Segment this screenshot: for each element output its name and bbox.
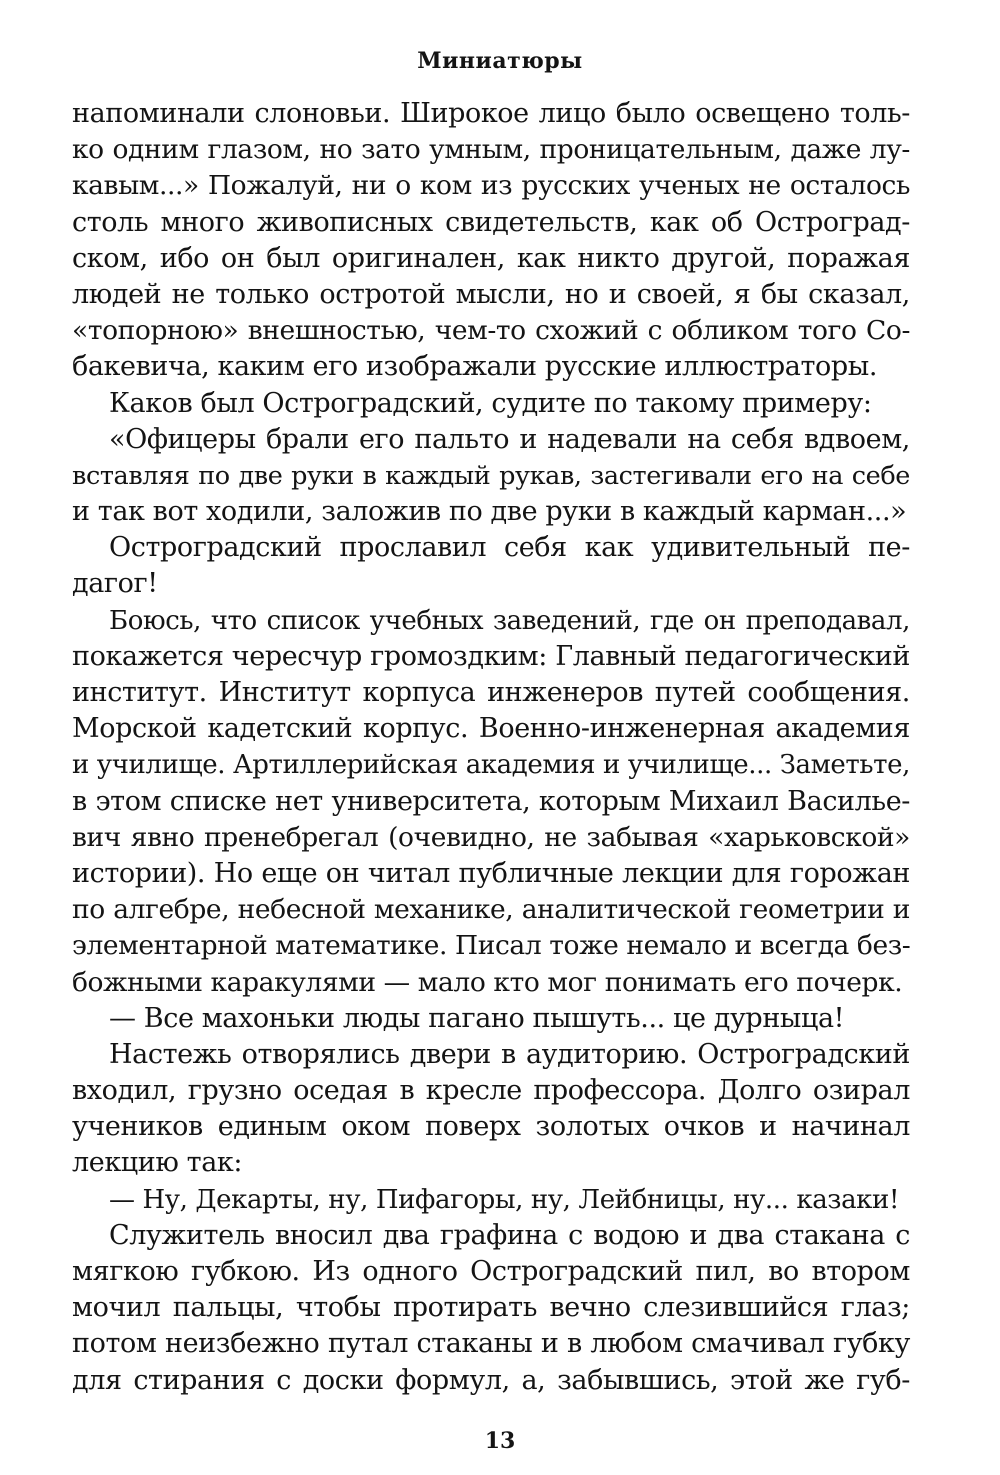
text-line: и училище. Артиллерийская академия и училище... Заметьте, (72, 750, 910, 781)
page-number: 13 (484, 1428, 516, 1454)
text-line: Служитель вносил два графина с водою и два стакана с (109, 1219, 910, 1251)
text-line: покажется чересчур громоздким: Главный педагогический (72, 640, 910, 672)
text-line: вич явно пренебрегал (очевидно, не забывая «харьковской» (72, 821, 910, 853)
text-line: напоминали слоновьи. Широкое лицо было освещено толь- (72, 98, 910, 129)
running-header: Миниатюры (417, 48, 583, 74)
text-line: мягкою губкою. Из одного Остроградский пил, во втором (72, 1256, 910, 1287)
text-line: для стирания с доски формул, а, забывшись, этой же губ- (72, 1364, 910, 1396)
text-line: — Ну, Декарты, ну, Пифагоры, ну, Лейбницы, ну... казаки! (109, 1184, 900, 1215)
text-line: учеников единым оком поверх золотых очков и начинал (72, 1111, 910, 1143)
text-line: лекцию так: (72, 1147, 243, 1179)
body-text (72, 96, 910, 1399)
text-line: людей не только остротой мысли, но и своей, я бы сказал, (72, 278, 910, 310)
text-line: ском, ибо он был оригинален, как никто другой, поражая (72, 242, 910, 274)
text-line: вставляя по две руки в каждый рукав, застегивали его на себе (72, 460, 910, 491)
text-line: «топорною» внешностью, чем-то схожий с обликом того Со- (72, 315, 910, 347)
text-line: Морской кадетский корпус. Военно-инженерная академия (72, 713, 910, 745)
text-line: — Все махоньки люды пагано пышуть... це дурныца! (109, 1002, 845, 1034)
text-line: Остроградский прославил себя как удивительный пе- (109, 532, 910, 564)
text-line: по алгебре, небесной механике, аналитической геометрии и (72, 894, 910, 926)
text-line: мочил пальцы, чтобы протирать вечно слезившийся глаз; (72, 1292, 910, 1324)
text-line: истории). Но еще он читал публичные лекции для горожан (72, 857, 910, 889)
text-line: ко одним глазом, но зато умным, проницательным, даже лу- (72, 134, 910, 166)
text-line: институт. Институт корпуса инженеров путей сообщения. (72, 677, 910, 708)
text-line: потом неизбежно путал стаканы и в любом смачивал губку (72, 1328, 910, 1360)
text-line: Боюсь, что список учебных заведений, где он преподавал, (109, 605, 910, 636)
text-line: элементарной математике. Писал тоже немало и всегда без- (72, 930, 911, 962)
text-line: бакевича, каким его изображали русские иллюстраторы. (72, 351, 878, 383)
text-line: божными каракулями — мало кто мог понимать его почерк. (72, 966, 903, 998)
text-line: «Офицеры брали его пальто и надевали на себя вдвоем, (109, 423, 910, 455)
text-line: в этом списке нет университета, которым Михаил Василье- (72, 785, 910, 817)
text-line: столь много живописных свидетельств, как об Остроград- (72, 206, 910, 238)
text-line: и так вот ходили, заложив по две руки в каждый карман...» (72, 496, 907, 528)
text-line: кавым...» Пожалуй, ни о ком из русских ученых не осталось (72, 170, 910, 202)
text-line: входил, грузно оседая в кресле профессора. Долго озирал (72, 1075, 910, 1107)
text-line: Настежь отворялись двери в аудиторию. Остроградский (109, 1038, 910, 1070)
text-line: Каков был Остроградский, судите по такому примеру: (109, 387, 872, 419)
text-line: дагог! (72, 568, 158, 600)
